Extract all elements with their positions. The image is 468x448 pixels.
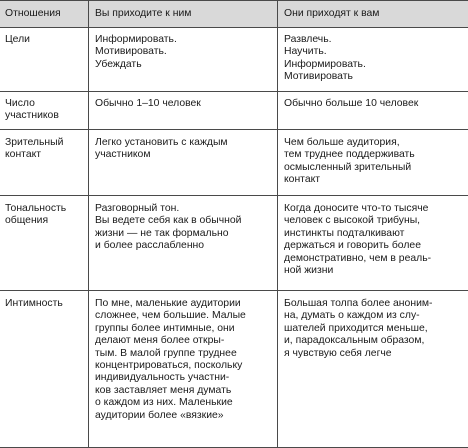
cell-participants-they-come: Обычно больше 10 человек — [284, 98, 419, 109]
header-relations: Отношения — [5, 8, 61, 19]
cell-intimacy-they-come: Большая толпа более аноним- на, думать о каждом из слу- шателей приходится меньше, и, парадоксальным образом, я чувствую себя легче — [284, 298, 433, 359]
cell-goals-you-come: Информировать. Мотивировать. Убеждать — [95, 34, 177, 70]
header-they-come-to-you: Они приходят к вам — [284, 8, 380, 19]
row-label-eye-contact: Зрительный контакт — [5, 137, 64, 161]
cell-eye-contact-you-come: Легко установить с каждым участником — [95, 137, 228, 161]
column-divider — [88, 0, 89, 448]
cell-participants-you-come: Обычно 1–10 человек — [95, 98, 201, 109]
cell-eye-contact-they-come: Чем больше аудитория, тем труднее поддерживать осмысленный зрительный контакт — [284, 137, 415, 186]
row-divider — [0, 129, 468, 130]
row-divider — [0, 27, 468, 28]
row-label-intimacy: Интимность — [5, 298, 63, 309]
cell-tone-you-come: Разговорный тон. Вы ведете себя как в обычной жизни — не так формально и более расслабленно — [95, 203, 242, 252]
row-divider — [0, 91, 468, 92]
cell-tone-they-come: Когда доносите что-то тысяче человек с высокой трибуны, инстинкты подталкивают держаться и говорить более демонстративно, чем в реаль- ной жизни — [284, 203, 432, 277]
header-you-come-to-them: Вы приходите к ним — [95, 8, 192, 19]
row-label-goals: Цели — [5, 34, 30, 45]
cell-intimacy-you-come: По мне, маленькие аудитории сложнее, чем большие. Малые группы более интимные, они делают меня более откры- тым. В малой группе труднее концентрироваться, поскольку индивидуальность участни- ков заставляет меня думать о каждом из них. Маленькие аудитории более «вязкие» — [95, 298, 246, 421]
row-label-participants: Число участников — [5, 98, 59, 122]
row-divider — [0, 290, 468, 291]
cell-goals-they-come: Развлечь. Научить. Информировать. Мотивировать — [284, 34, 366, 83]
row-label-tone: Тональность общения — [5, 203, 67, 227]
row-divider — [0, 195, 468, 196]
column-divider — [277, 0, 278, 448]
table-top-rule — [0, 0, 468, 1]
